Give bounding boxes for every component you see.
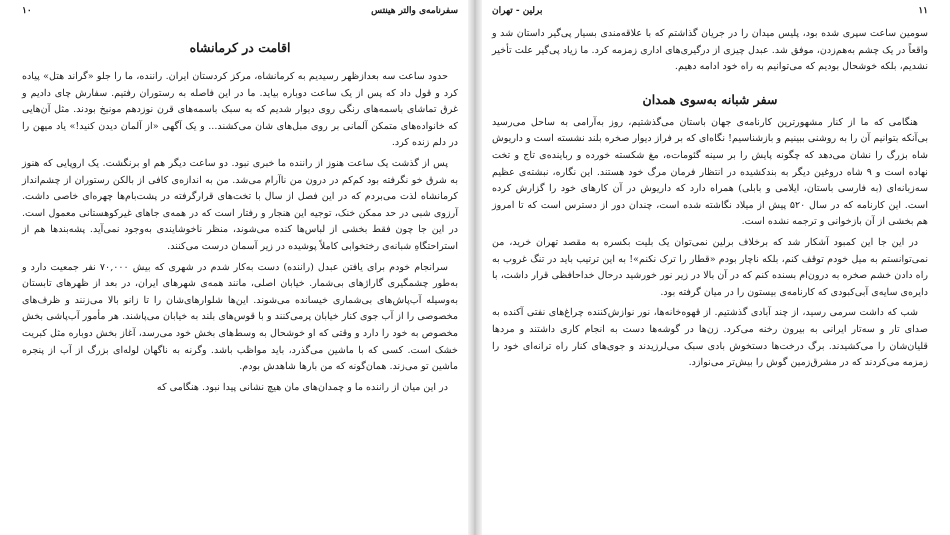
paragraph: هنگامی که ما از کنار مشهورترین کارنامه‌ی جهان باستان می‌گذشتیم، روز به‌آرامی به ساحل می‌رسید بی‌آنکه بتوانیم آن را به روشنی ببینیم و بازشناسیم! نگاه‌ای که بر فراز دیوار صخره بلند نشسته است و داریوش شاه بزرگ را نشان می‌دهد که چگونه پایش را بر سینه گئومات‌ه، مغ شکسته خورده و رباینده‌ی تاج و تخت نهاده است و ۹ شاه دروغین دیگر به بندکشیده در انتظار فرمان مرگ خود هستند. این نگاره، نبشته‌ی عظیم سه‌زبانه‌ای (به فارسی باستان، ایلامی و بابلی) همراه دارد که داریوش در آن کارهای خود را گزارش کرده است. این کارنامه که در سال ۵۲۰ پیش از میلاد نگاشته شده است، چندان دور از دسترس است که تا امروز هم بخشی از آن بازخوانی و ترجمه نشده است. [492,116,928,228]
page-number-left: ۱۰ [22,6,32,16]
section-title-kermanshah: اقامت در کرمانشاه [189,40,291,55]
running-head-right: برلین - تهران [492,6,543,16]
page-number-right: ۱۱ [918,6,928,16]
paragraph: در این میان از راننده ما و چمدان‌های مان هیچ نشانی پیدا نبود. هنگامی که [156,381,448,393]
paragraph: حدود ساعت سه بعدازظهر رسیدیم به کرمانشاه، مرکز کردستان ایران. راننده، ما را جلو «گراند هتل» پیاده کرد و قول داد که پس از یک ساعت دوباره بیاید. ما در این فاصله به رستوران رفتیم. سفارش چای دادیم و غرق تماشای باسمه‌های رنگی روی دیوار شدیم که به سبک باسمه‌های قرن نوزدهم مونیخ بودند. مثل آن‌هایی که خانواده‌های متمکن آلمانی بر روی مبل‌های شان می‌کشند... و یک آگهی «از آلمان دیدن کنید!» یاد میهن را در دلم زنده کرد. [22,71,459,149]
left-page [0,0,468,535]
right-page-header [492,6,928,20]
paragraph: شب که داشت سرمی رسید، از چند آبادی گذشتیم. از قهوه‌خانه‌ها، نور نوازش‌کننده چراغ‌های نفتی آکنده به صدای تار و سه‌تار ایرانی به بیرون رخنه می‌کرد. زن‌ها در گوشه‌ها دست به انجام کاری داشتند و مردها قلیان‌شان را می‌کشیدند. برگ درخت‌ها دستخوش بادی سبک می‌لرزیدند و جوی‌های کنار راه ترانه‌ای خود را زمزمه می‌کردند که در مشرق‌زمین گوش را بیش‌تر می‌نوازد. [492,307,928,369]
running-head-left: سفرنامه‌ی والتر هینتس [371,6,458,16]
left-page-header [22,6,458,20]
intro-paragraph: سومین ساعت سپری شده بود، پلیس میدان را در جریان گذاشتم که با علاقه‌مندی بسیار پی‌گیر داستان شد و واقعاً در یک چشم به‌هم‌زدن، موفق شد. عبدل چیزی از درگیری‌های اداری زمزمه کرد. ما زیاد پی‌گیر علت تأخیر نشدیم، بلکه خوشحال بودیم که می‌توانیم به راه خود ادامه دهیم. [492,28,928,73]
paragraph: پس از گذشت یک ساعت هنوز از راننده ما خبری نبود. دو ساعت دیگر هم او برنگشت. یک اروپایی که هنوز به شرق خو نگرفته بود کم‌کم در درون من ناآرام می‌شد. من به اندازه‌ی کافی از بالکن رستوران از چشم‌انداز کرمانشاه لذت می‌بردم که در این فصل از سال با تخت‌های قرارگرفته در پشت‌بام‌ها چهره‌ای خاصی داشت. آرزوی شبی در حد ممکن خنک، توجیه این هنجار و رفتار است که در همه‌ی جاهای غیرکوهستانی معمول است. در این جا چون فقط بخشی از لباس‌ها کنده می‌شوند، منظر ناخوشایندی به‌وجود نمی‌آید. پشه‌بندها هم از استراحتگاهِ شبانه‌ی رختخوابی کاملاً پوشیده در زیر آسمان درست می‌کنند. [22,157,458,252]
section-title-hamadan: سفر شبانه به‌سوی همدان [642,91,778,107]
right-page [482,0,950,535]
paragraph: سرانجام خودم برای یافتن عبدل (راننده) دست به‌کار شدم در شهری که بیش ۷۰,۰۰۰ نفر جمعیت دارد و به‌طور چشمگیری گاراژهای بی‌شمار. خیابان اصلی، مانند همه‌ی شهرهای ایران، در بعد از ظهرهای تابستان به‌وسیله آب‌پاش‌های بی‌شماری خیسانده می‌شوند. این‌ها شلوارهای‌شان را تا زانو بالا می‌زنند و ظرف‌های مخصوصی را از آب جوی کنار خیابان پرمی‌کنند و با قوس‌های بلند به خیابان می‌پاشند. هر مأمور آب‌پاشی بخش مخصوص به خود را دارد و وقتی که او خوشحال به وسط‌های بخش خود می‌رسد، آغاز بخش دوباره مثل کبریت خشک است. کسی که با ماشین می‌گذرد، باید مواظب باشد. وگرنه به ناگهان لوله‌ای بزرگ از آب از پنجره ماشین تو می‌زند. همان‌گونه که من بارها شاهدش بودم. [22,261,458,373]
book-gutter [468,0,482,535]
paragraph: در این جا این کمبود آشکار شد که برخلاف برلین نمی‌توان یک بلیت بکسره به مقصد تهران خرید، من نمی‌توانستم به میل خودم توقف کنم، بلکه ناچار بودم «قطار را ترک نکنم»! به این ترتیب باید در تنگ غروب به راه دادن خشم صخره به درون‌ام بسنده کنم که در آن بالا در زیر نور خورشید درحال خداحافظی قرار داشت، با دایره‌ی سایه‌ی آبی‌کبودی که کارنامه‌ی بیستون را در میان گرفته بود. [492,236,928,298]
